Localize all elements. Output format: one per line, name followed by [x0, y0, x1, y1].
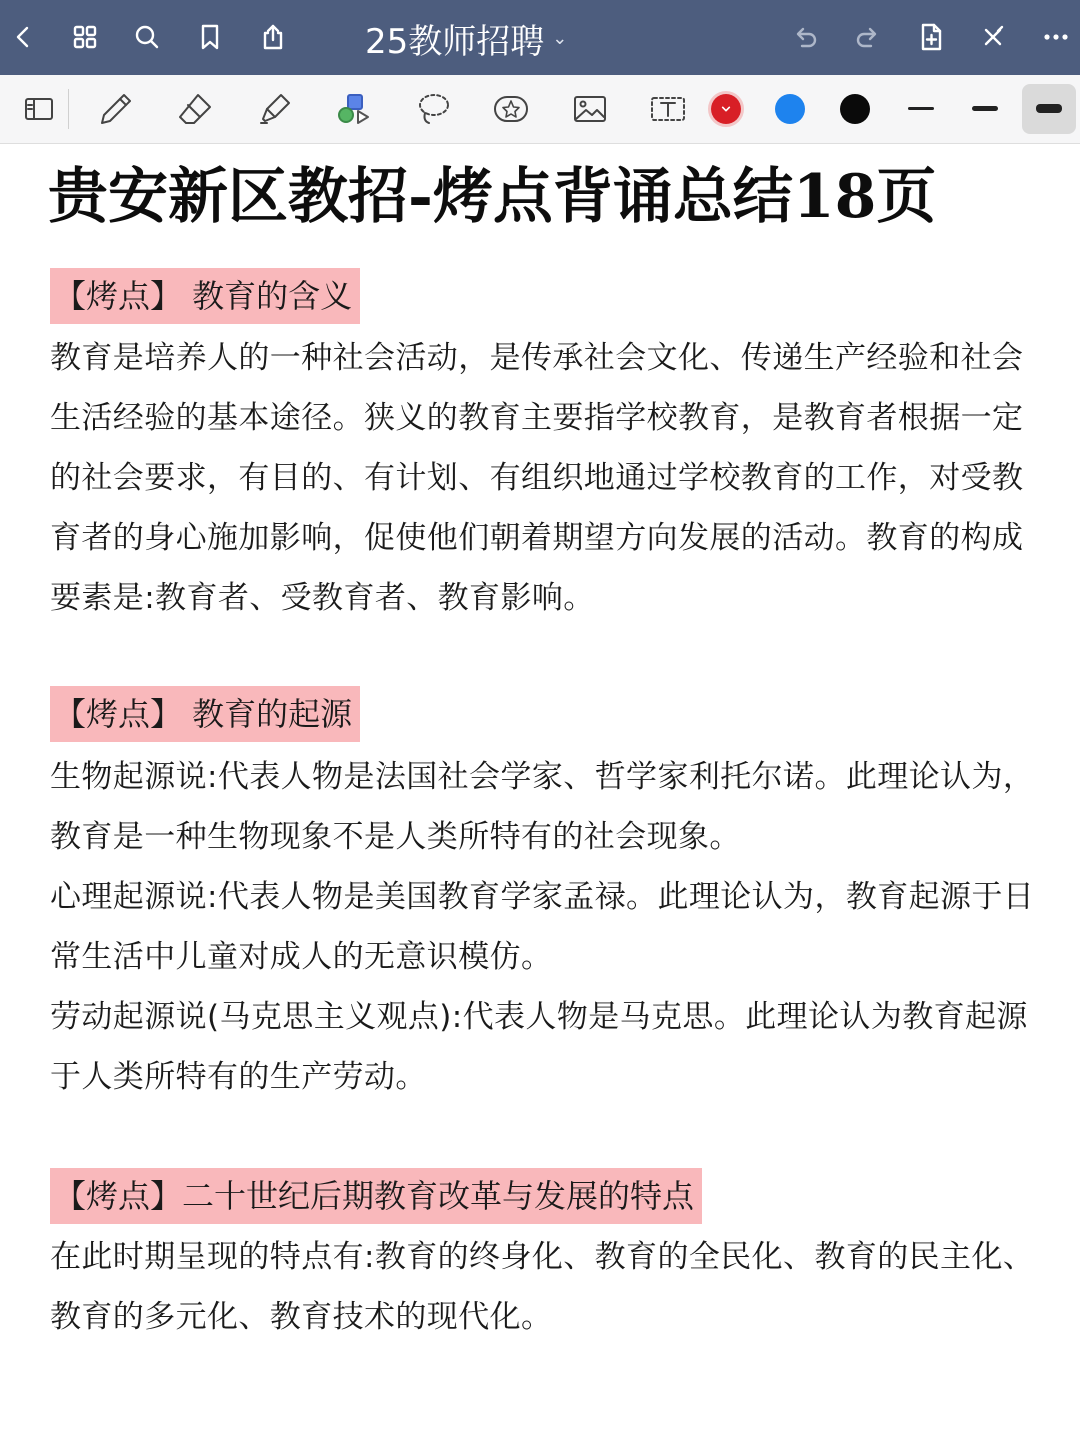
section-heading: 【烤点】二十世纪后期教育改革与发展的特点 [50, 1168, 702, 1224]
chevron-down-icon [721, 104, 731, 114]
shapes-icon[interactable] [330, 85, 378, 133]
notebook-title: 25教师招聘 [365, 21, 545, 62]
stroke-thin-option[interactable] [908, 107, 934, 110]
close-icon[interactable] [970, 14, 1016, 60]
blue-color-dot [775, 94, 805, 124]
sticker-icon[interactable] [487, 85, 535, 133]
highlighter-icon[interactable] [251, 85, 299, 133]
redo-icon[interactable] [845, 14, 891, 60]
paragraph: 生物起源说:代表人物是法国社会学家、哲学家利托尔诺。此理论认为，教育是一种生物现象不是人类所特有的社会现象。 [50, 759, 1035, 855]
sidebar-toggle-icon[interactable] [14, 85, 62, 133]
undo-icon[interactable] [782, 14, 828, 60]
stroke-medium-option[interactable] [972, 106, 998, 111]
selected-color-ring [708, 91, 744, 127]
color-swatch-black[interactable] [831, 85, 879, 133]
paragraph: 在此时期呈现的特点有:教育的终身化、教育的全民化、教育的民主化、教育的多元化、教育技术的现代化。 [50, 1239, 1035, 1335]
section-body [50, 747, 1038, 1107]
color-swatch-red[interactable] [702, 85, 750, 133]
eraser-icon[interactable] [172, 85, 220, 133]
section-body [50, 1227, 1038, 1347]
lasso-icon[interactable] [409, 85, 457, 133]
text-icon[interactable] [644, 85, 692, 133]
chevron-down-icon: ⌄ [552, 27, 568, 49]
section-body [50, 328, 1038, 628]
bookmark-icon[interactable] [187, 14, 233, 60]
red-color-dot [711, 94, 741, 124]
paragraph: 劳动起源说(马克思主义观点):代表人物是马克思。此理论认为教育起源于人类所特有的生产劳动。 [50, 999, 1028, 1095]
paragraph: 教育是培养人的一种社会活动，是传承社会文化、传递生产经验和社会生活经验的基本途径。狭义的教育主要指学校教育，是教育者根据一定的社会要求，有目的、有计划、有组织地通过学校教育的工作，对受教育者的身心施加影响，促使他们朝着期望方向发展的活动。教育的构成要素是:教育者、受教育者、教育影响。 [50, 340, 1024, 616]
section-heading: 【烤点】 教育的含义 [50, 268, 360, 324]
toolbar-divider [68, 89, 69, 129]
grid-icon[interactable] [62, 14, 108, 60]
stroke-thick-option[interactable] [1036, 104, 1062, 113]
page-title: 贵安新区教招-烤点背诵总结18页 [48, 162, 937, 232]
image-icon[interactable] [566, 85, 614, 133]
section-heading: 【烤点】 教育的起源 [50, 686, 360, 742]
notebook-title-button[interactable] [365, 12, 567, 64]
add-page-icon[interactable] [908, 14, 954, 60]
top-navigation-bar [0, 0, 1080, 75]
more-icon[interactable] [1033, 14, 1079, 60]
back-icon[interactable] [0, 14, 46, 60]
color-swatch-blue[interactable] [766, 85, 814, 133]
paragraph: 心理起源说:代表人物是美国教育学家孟禄。此理论认为，教育起源于日常生活中儿童对成人的无意识模仿。 [50, 879, 1035, 975]
search-icon[interactable] [124, 14, 170, 60]
share-icon[interactable] [250, 14, 296, 60]
black-color-dot [840, 94, 870, 124]
pen-icon[interactable] [92, 85, 140, 133]
